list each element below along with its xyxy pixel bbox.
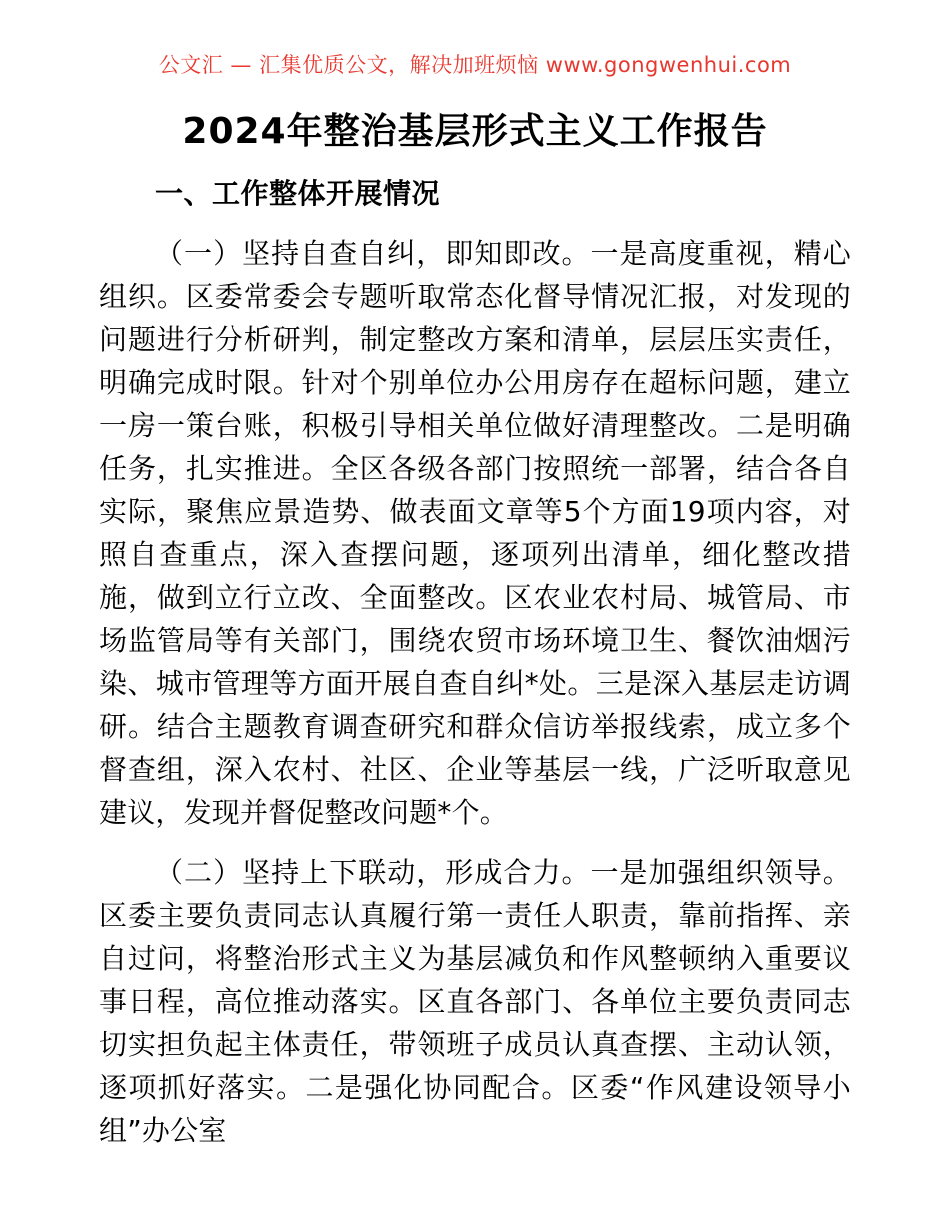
document-title: 2024年整治基层形式主义工作报告: [182, 111, 768, 152]
document-body: [99, 172, 851, 1152]
paragraph-2: （二）坚持上下联动，形成合力。一是加强组织领导。区委主要负责同志认真履行第一责任人职责，靠前指挥、亲自过问，将整治形式主义为基层减负和作风整顿纳入重要议事日程，高位推动落实。区直各部门、各单位主要负责同志切实担负起主体责任，带领班子成员认真查摆、主动认领，逐项抓好落实。二是强化协同配合。区委“作风建设领导小组”办公室: [99, 856, 851, 1147]
section-heading: 一、工作整体开展情况: [155, 177, 441, 210]
paragraph-1: （一）坚持自查自纠，即知即改。一是高度重视，精心组织。区委常委会专题听取常态化督导情况汇报，对发现的问题进行分析研判，制定整改方案和清单，层层压实责任，明确完成时限。针对个别单位办公用房存在超标问题，建立一房一策台账，积极引导相关单位做好清理整改。二是明确任务，扎实推进。全区各级各部门按照统一部署，结合各自实际，聚焦应景造势、做表面文章等5个方面19项内容，对照自查重点，深入查摆问题，逐项列出清单，细化整改措施，做到立行立改、全面整改。区农业农村局、城管局、市场监管局等有关部门，围绕农贸市场环境卫生、餐饮油烟污染、城市管理等方面开展自查自纠*处。三是深入基层走访调研。结合主题教育调查研究和群众信访举报线索，成立多个督查组，深入农村、社区、企业等基层一线，广泛听取意见建议，发现并督促整改问题*个。: [99, 237, 851, 829]
watermark-banner: 公文汇 — 汇集优质公文，解决加班烦恼 www.gongwenhui.com: [158, 53, 792, 77]
